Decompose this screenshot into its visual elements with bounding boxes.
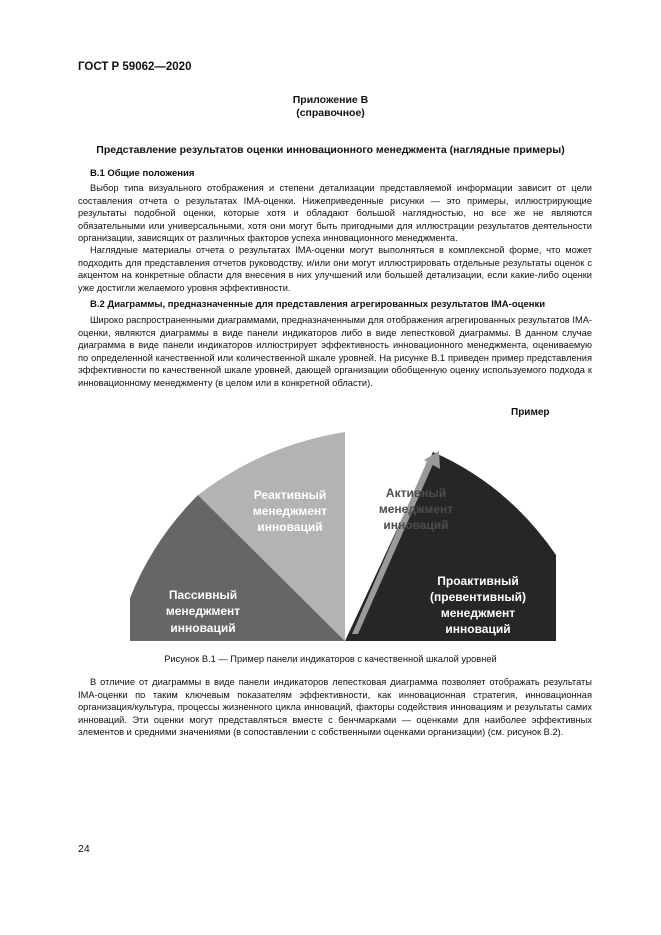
main-title: Представление результатов оценки инновационного менеджмента (наглядные примеры) [96, 144, 565, 156]
svg-text:менеджмент: менеджмент [252, 504, 328, 518]
figure-caption: Рисунок В.1 — Пример панели индикаторов с качественной шкалой уровней [164, 654, 497, 664]
svg-text:инноваций: инноваций [383, 518, 449, 532]
section-heading-b1: В.1 Общие положения [90, 168, 195, 179]
paragraph-closing: В отличие от диаграммы в виде панели индикаторов лепестковая диаграмма позволяет отображать результаты IMA-оценки по таким ключевым показателям эффективности, как инновационная стратегия, инновационная организация/культура, процессы жизненного цикла инноваций, факторы содействия инновациям и результаты самих инноваций. Эти оценки могут представляться вместе с бенчмарками — оценками для наиболее эффективных элементов и средними значениями (в сопоставлении с собственными оценками организации) (см. рисунок В.2). [78, 677, 592, 738]
annex-subtitle: (справочное) [296, 107, 365, 119]
svg-text:Пассивный: Пассивный [168, 588, 238, 602]
svg-text:Проактивный: Проактивный [437, 574, 519, 588]
svg-text:менеджмент: менеджмент [378, 502, 454, 516]
example-label: Пример [511, 407, 550, 418]
paragraph-b2-1: Широко распространенными диаграммами, предназначенными для отображения агрегированных результатов IMA-оценки, являются диаграммы в виде панели индикаторов либо в виде лепестковой диаграммы. В данном случае диаграмма в виде панели индикаторов иллюстрирует эффективность инновационного менеджмента, оцениваемую по определенной качественной или количественной шкале уровней. На рисунке В.1 приведен пример представления эффективности по качественной шкале уровней, дающей организации обобщенную оценку используемого подхода к инновационному менеджменту (в целом или в конкретной области). [78, 315, 592, 388]
annex-heading [0, 94, 661, 120]
svg-text:(превентивный): (превентивный) [430, 590, 526, 604]
standard-designation: ГОСТ Р 59062—2020 [78, 61, 192, 73]
indicator-panel-figure [128, 400, 558, 644]
segment-label-reactive [253, 488, 327, 534]
segment-label-passive [166, 588, 240, 635]
svg-text:менеджмент: менеджмент [165, 604, 241, 618]
segment-label-active [379, 486, 453, 532]
svg-text:Активный: Активный [385, 486, 447, 500]
page-number: 24 [78, 843, 90, 855]
svg-text:инноваций: инноваций [257, 520, 323, 534]
section-heading-b2: В.2 Диаграммы, предназначенные для представления агрегированных результатов IMA-оценки [90, 299, 546, 310]
svg-text:менеджмент: менеджмент [440, 606, 516, 620]
paragraph-b1-2: Наглядные материалы отчета о результатах IMA-оценки могут выполняться в комплексной форме, что может подходить для представления отчетов руководству, и/или они могут иллюстрировать отдельные результаты оценок с акцентом на конкретные области для внесения в них улучшений или большей детализации, если какие-либо оценки уже достигли желаемого уровня эффективности. [78, 245, 592, 293]
svg-text:инноваций: инноваций [170, 621, 236, 635]
annex-title: Приложение В [292, 94, 369, 106]
paragraph-b1-1: Выбор типа визуального отображения и степени детализации представляемой информации зависит от цели составления отчета о результатах IMA-оценки. Нижеприведенные рисунки — это примеры, иллюстрирующие результаты подобной оценки, которые хотя и обладают большой наглядностью, но все же не являются обязательными или универсальными, хотя они могут быть пригодными для иллюстрации результатов деятельности организации, зависящих от различных факторов успеха инновационного менеджмента. [78, 183, 592, 244]
svg-text:инноваций: инноваций [445, 622, 511, 636]
svg-text:Реактивный: Реактивный [253, 488, 327, 502]
